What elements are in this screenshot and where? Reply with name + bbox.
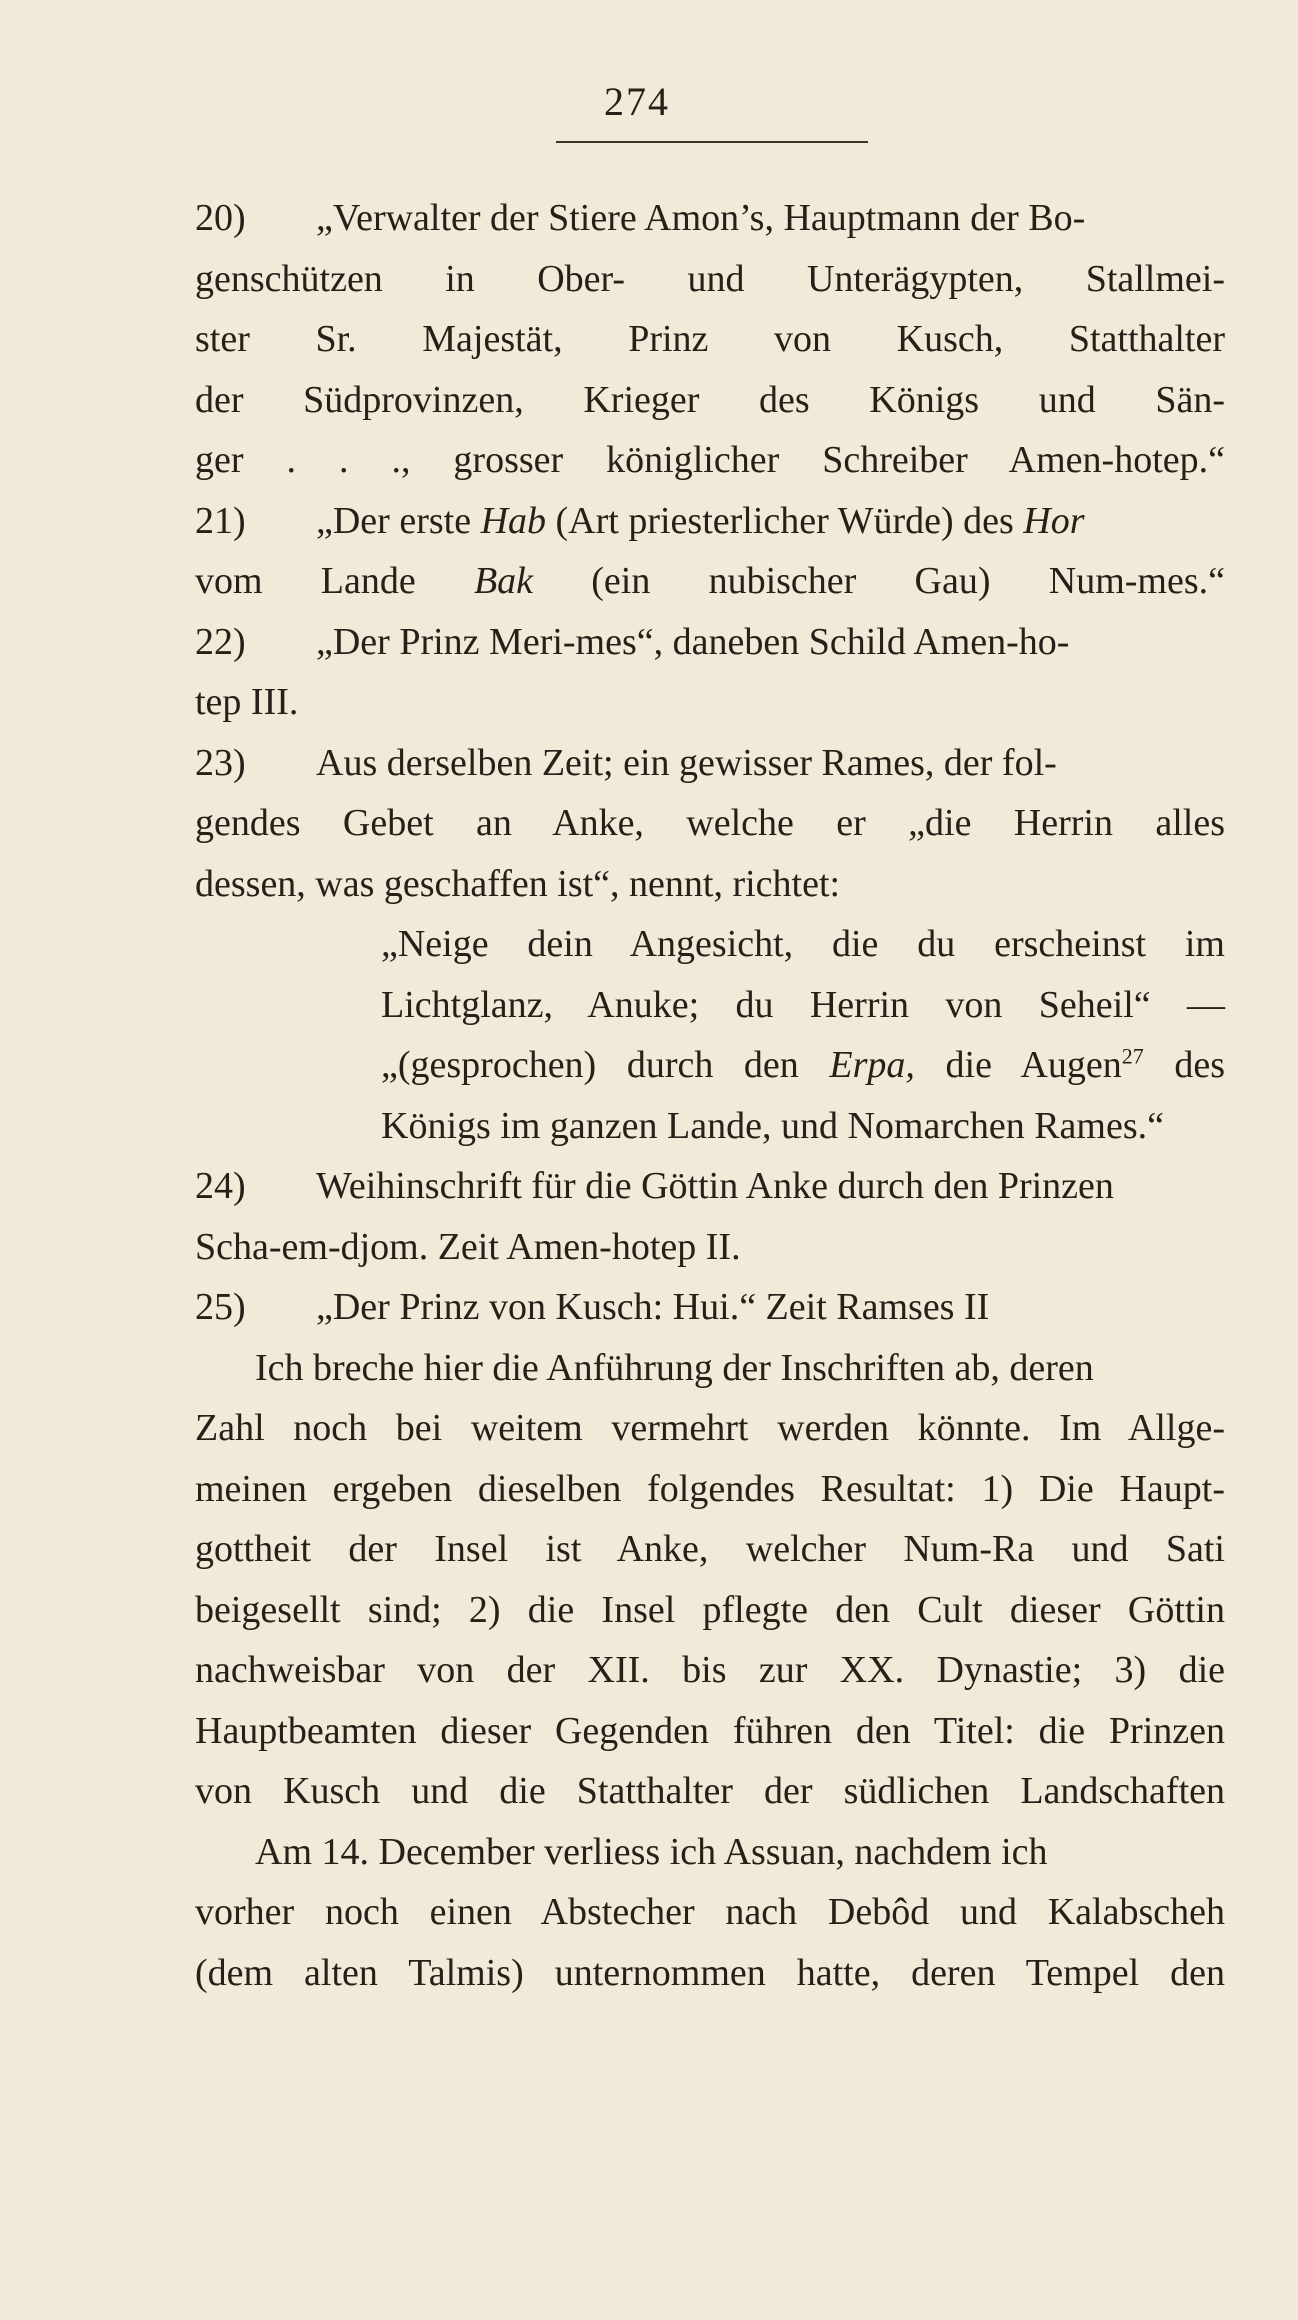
text-segment: (Art priesterlicher Würde) des — [546, 499, 1024, 542]
text-line: beigesellt sind; 2) die Insel pflegte den Cult dieser Göttin — [195, 1588, 1225, 1631]
text-segment: vom Lande — [195, 560, 474, 602]
italic-term: Erpa, — [829, 1044, 915, 1086]
text-line: Königs im ganzen Lande, und Nomarchen Rames.“ — [381, 1104, 1164, 1147]
text-line: der Südprovinzen, Krieger des Königs und Sän- — [195, 378, 1225, 421]
text-line: gottheit der Insel ist Anke, welcher Num-Ra und Sati — [195, 1528, 1225, 1570]
text-segment: „Der erste — [316, 499, 481, 542]
paragraph — [195, 1338, 1225, 1822]
text-line: ster Sr. Majestät, Prinz von Kusch, Statthalter — [195, 318, 1225, 360]
text-line: Ich breche hier die Anführung der Inschriften ab, deren — [255, 1346, 1094, 1389]
page-body — [195, 188, 1225, 2003]
text-line: tep III. — [195, 681, 299, 723]
header-rule — [556, 141, 868, 143]
item-number: 24) — [195, 1165, 246, 1207]
paragraph — [195, 1822, 1225, 2004]
italic-term: Hab — [480, 499, 547, 542]
text-line: „Verwalter der Stiere Amon’s, Hauptmann der Bo- — [316, 197, 1086, 239]
list-item-25 — [195, 1277, 1225, 1338]
list-item-21 — [195, 491, 1225, 612]
text-line: vorher noch einen Abstecher nach Debôd und Kalabscheh — [195, 1891, 1225, 1933]
text-line: Weihinschrift für die Göttin Anke durch den Prinzen — [316, 1165, 1114, 1207]
text-line: ger . . ., grosser königlicher Schreiber Amen-hotep.“ — [195, 439, 1225, 481]
list-item-20 — [195, 188, 1225, 491]
text-line: „Der Prinz Meri-mes“, daneben Schild Amen-ho- — [316, 620, 1070, 663]
item-number: 20) — [195, 197, 246, 239]
item-number: 23) — [195, 741, 246, 784]
item-number: 22) — [195, 620, 246, 663]
text-line: Aus derselben Zeit; ein gewisser Rames, der fol- — [316, 741, 1057, 784]
list-item-22 — [195, 612, 1225, 733]
page-number: 274 — [604, 79, 670, 124]
text-line: (dem alten Talmis) unternommen hatte, deren Tempel den — [195, 1951, 1225, 1994]
text-line: „Neige dein Angesicht, die du erscheinst im — [381, 923, 1225, 965]
text-segment: (ein nubischer Gau) Num-mes.“ — [533, 560, 1225, 602]
text-line — [381, 1035, 1225, 1096]
italic-term: Hor — [1023, 499, 1085, 542]
item-number: 25) — [195, 1286, 246, 1328]
text-segment: des — [1143, 1044, 1226, 1086]
list-item-23 — [195, 733, 1225, 915]
text-line: Zahl noch bei weitem vermehrt werden könnte. Im Allge- — [195, 1407, 1225, 1449]
text-line: Lichtglanz, Anuke; du Herrin von Seheil“ — — [381, 983, 1225, 1026]
text-line: dessen, was geschaffen ist“, nennt, richtet: — [195, 862, 841, 905]
text-line: Am 14. December verliess ich Assuan, nachdem ich — [255, 1830, 1048, 1873]
text-segment: „(gesprochen) durch den — [381, 1044, 830, 1086]
text-line: meinen ergeben dieselben folgendes Resultat: 1) Die Haupt- — [195, 1467, 1225, 1510]
text-line: nachweisbar von der XII. bis zur XX. Dynastie; 3) die — [195, 1649, 1225, 1691]
text-line: „Der Prinz von Kusch: Hui.“ Zeit Ramses II — [316, 1286, 990, 1328]
prayer-quote — [195, 914, 1225, 1156]
text-line: Scha-em-djom. Zeit Amen-hotep II. — [195, 1225, 741, 1268]
text-line: gendes Gebet an Anke, welche er „die Herrin alles — [195, 802, 1225, 844]
list-item-24 — [195, 1156, 1225, 1277]
italic-term: Bak — [473, 560, 534, 602]
text-segment: die Augen — [914, 1044, 1122, 1086]
footnote-marker[interactable]: 27 — [1121, 1043, 1144, 1069]
text-line: von Kusch und die Statthalter der südlichen Landschaften — [195, 1770, 1225, 1812]
text-line: Hauptbeamten dieser Gegenden führen den Titel: die Prinzen — [195, 1709, 1225, 1752]
item-number: 21) — [195, 499, 246, 542]
text-line — [195, 551, 1225, 612]
text-line: genschützen in Ober- und Unterägypten, Stallmei- — [195, 257, 1225, 300]
